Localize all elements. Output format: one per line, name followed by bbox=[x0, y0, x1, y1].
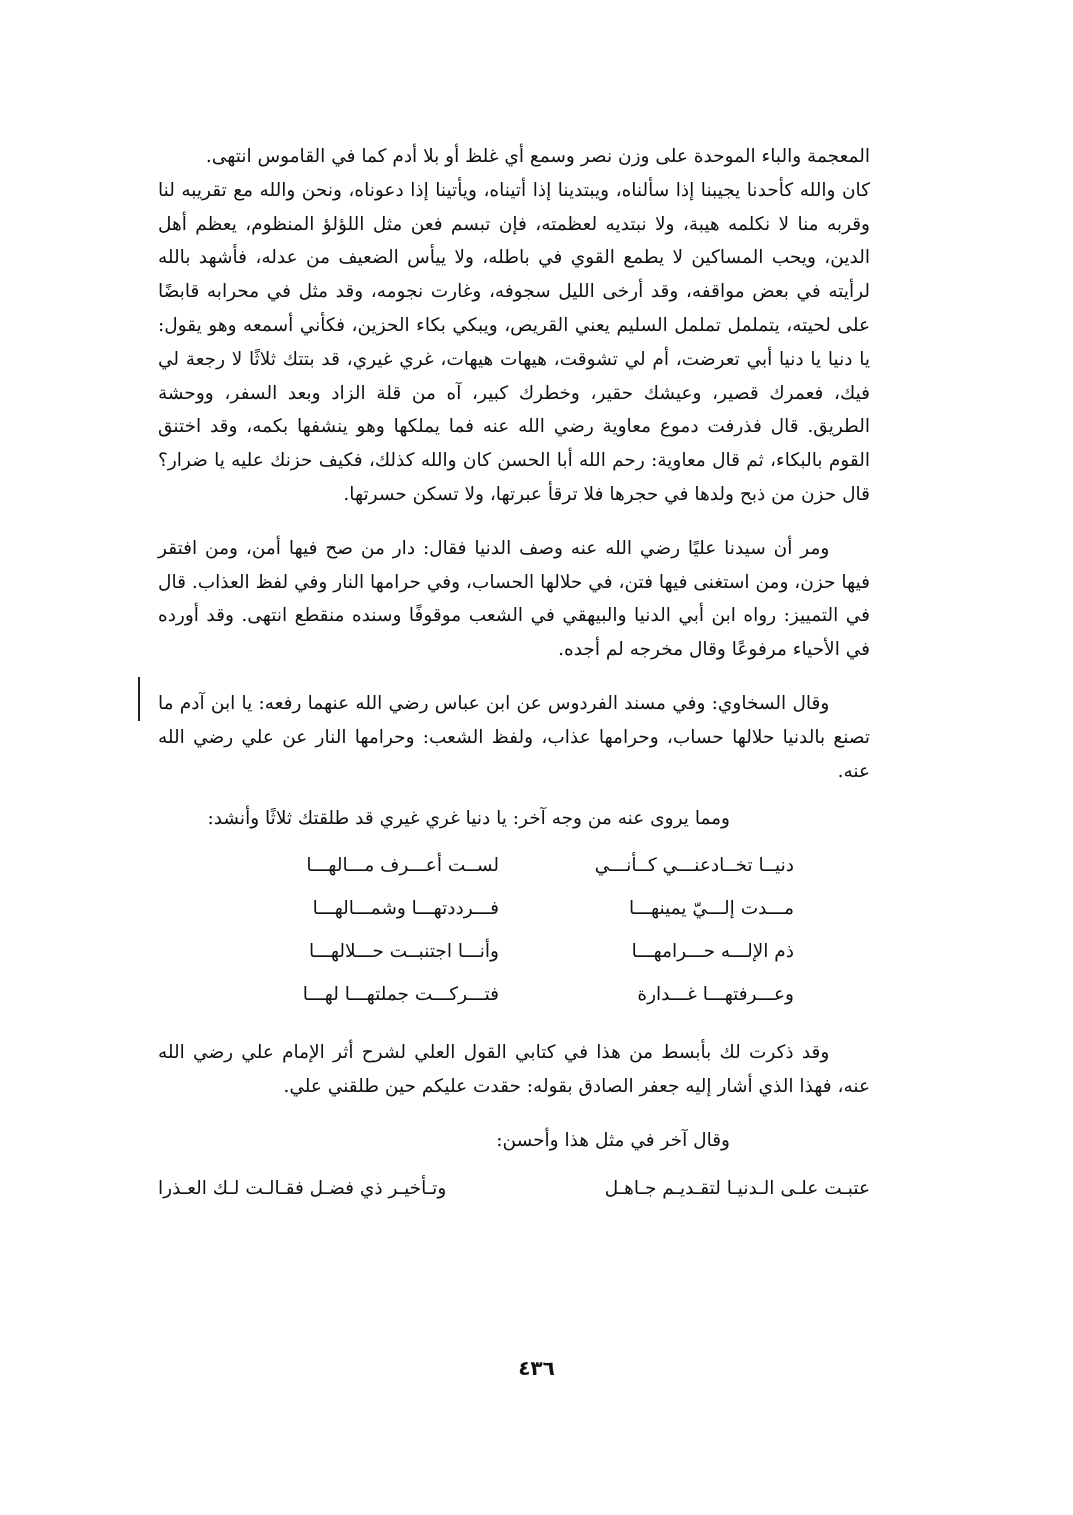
paragraph-continuation: المعجمة والباء الموحدة على وزن نصر وسمع أي غلظ أو بلا أدم كما في القاموس انتهى. bbox=[205, 146, 870, 167]
poem-verse bbox=[234, 844, 794, 887]
verse-first-hemistich: دنيــا تخــادعنـــي كــأنـــي bbox=[594, 855, 794, 877]
final-verse bbox=[158, 1172, 870, 1206]
verse-first-hemistich: ذم الإلـــه حـــرامهـــا bbox=[631, 941, 794, 963]
poem-verse bbox=[234, 887, 794, 930]
margin-mark bbox=[138, 677, 140, 721]
paragraph-world-description: ومر أن سيدنا عليًا رضي الله عنه وصف الدنيا فقال: دار من صح فيها أمن، ومن افتقر فيها حزن، ومن استغنى فيها فتن، في حلالها الحساب، وفي حرامها النار وفي لفظ العذاب. قال في التمييز: رواه ابن أبي الدنيا والبيهقي في الشعب موقوفًا وسنده منقطع انتهى. وقد أورده في الأحياء مرفوعًا وقال مخرجه لم أجده. bbox=[158, 537, 870, 661]
verse-first-hemistich: مـــدت إلـــيّ يمينهـــا bbox=[629, 898, 794, 920]
page-body bbox=[158, 140, 870, 1205]
final-verse-first-hemistich: عتبـت علـى الـدنيـا لتقـديـم جـاهـل bbox=[604, 1177, 870, 1199]
verse-second-hemistich: وأنـــا اجتنبــت حـــلالهـــا bbox=[308, 941, 499, 963]
page-number: ٤٣٦ bbox=[518, 1356, 555, 1380]
verse-second-hemistich: فـــرددتهـــا وشمـــالهـــا bbox=[312, 898, 499, 920]
poem bbox=[234, 844, 794, 1016]
poem-verse bbox=[234, 930, 794, 973]
verse-second-hemistich: فتـــركـــت جملتهـــا لهـــا bbox=[302, 984, 499, 1006]
verse-first-hemistich: وعـــرفتهـــا غـــدارة bbox=[637, 984, 794, 1006]
final-verse-second-hemistich: وتـأخيـر ذي فضـل فقـالـت لـك العـذرا bbox=[158, 1177, 447, 1199]
paragraph-after-poem: وقد ذكرت لك بأبسط من هذا في كتابي القول العلي لشرح أثر الإمام علي رضي الله عنه، فهذا الذي أشار إليه جعفر الصادق بقوله: حقدت عليكم حين طلقني علي. bbox=[158, 1042, 870, 1097]
second-poem-intro: وقال آخر في مثل هذا وأحسن: bbox=[496, 1129, 730, 1151]
verse-second-hemistich: لســت أعـــرف مـــالهـــا bbox=[306, 855, 499, 877]
paragraph-description-of-ali: كان والله كأحدنا يجيبنا إذا سألناه، ويبتدينا إذا أتيناه، ويأتينا إذا دعوناه، ونحن والله مع تقريبه لنا وقربه منا لا نكلمه هيبة، ولا نبتديه لعظمته، فإن تبسم فعن مثل اللؤلؤ المنظوم، يعظم أهل الدين، ويحب المساكين لا يطمع القوي في باطله، ولا ييأس الضعيف من عدله، فأشهد بالله لرأيته في بعض مواقفه، وقد أرخى الليل سجوفه، وغارت نجومه، وقد مثل في محرابه قابضًا على لحيته، يتململ تململ السليم يعني القريص، ويبكي بكاء الحزين، فكأني أسمعه وهو يقول: يا دنيا يا دنيا أبي تعرضت، أم لي تشوقت، هيهات هيهات، غري غيري، قد بتتك ثلاثًا لا رجعة لي فيك، فعمرك قصير، وعيشك حقير، وخطرك كبير، آه من قلة الزاد وبعد السفر، ووحشة الطريق. قال فذرفت دموع معاوية رضي الله عنه فما يملكها وهو ينشفها بكمه، وقد اختنق القوم بالبكاء، ثم قال معاوية: رحم الله أبا الحسن كان والله كذلك، فكيف حزنك عليه يا ضرار؟ قال حزن من ذبح ولدها في حجرها فلا ترقأ عبرتها، ولا تسكن حسرتها. bbox=[158, 179, 870, 505]
paragraph-sakhawi: وقال السخاوي: وفي مسند الفردوس عن ابن عباس رضي الله عنهما رفعه: يا ابن آدم ما تصنع بالدنيا حلالها حساب، وحرامها عذاب، ولفظ الشعب: وحرامها النار عن علي رضي الله عنه. bbox=[158, 692, 870, 782]
poem-intro: ومما يروى عنه من وجه آخر: يا دنيا غري غيري قد طلقتك ثلاثًا وأنشد: bbox=[207, 808, 730, 830]
poem-verse bbox=[234, 973, 794, 1016]
